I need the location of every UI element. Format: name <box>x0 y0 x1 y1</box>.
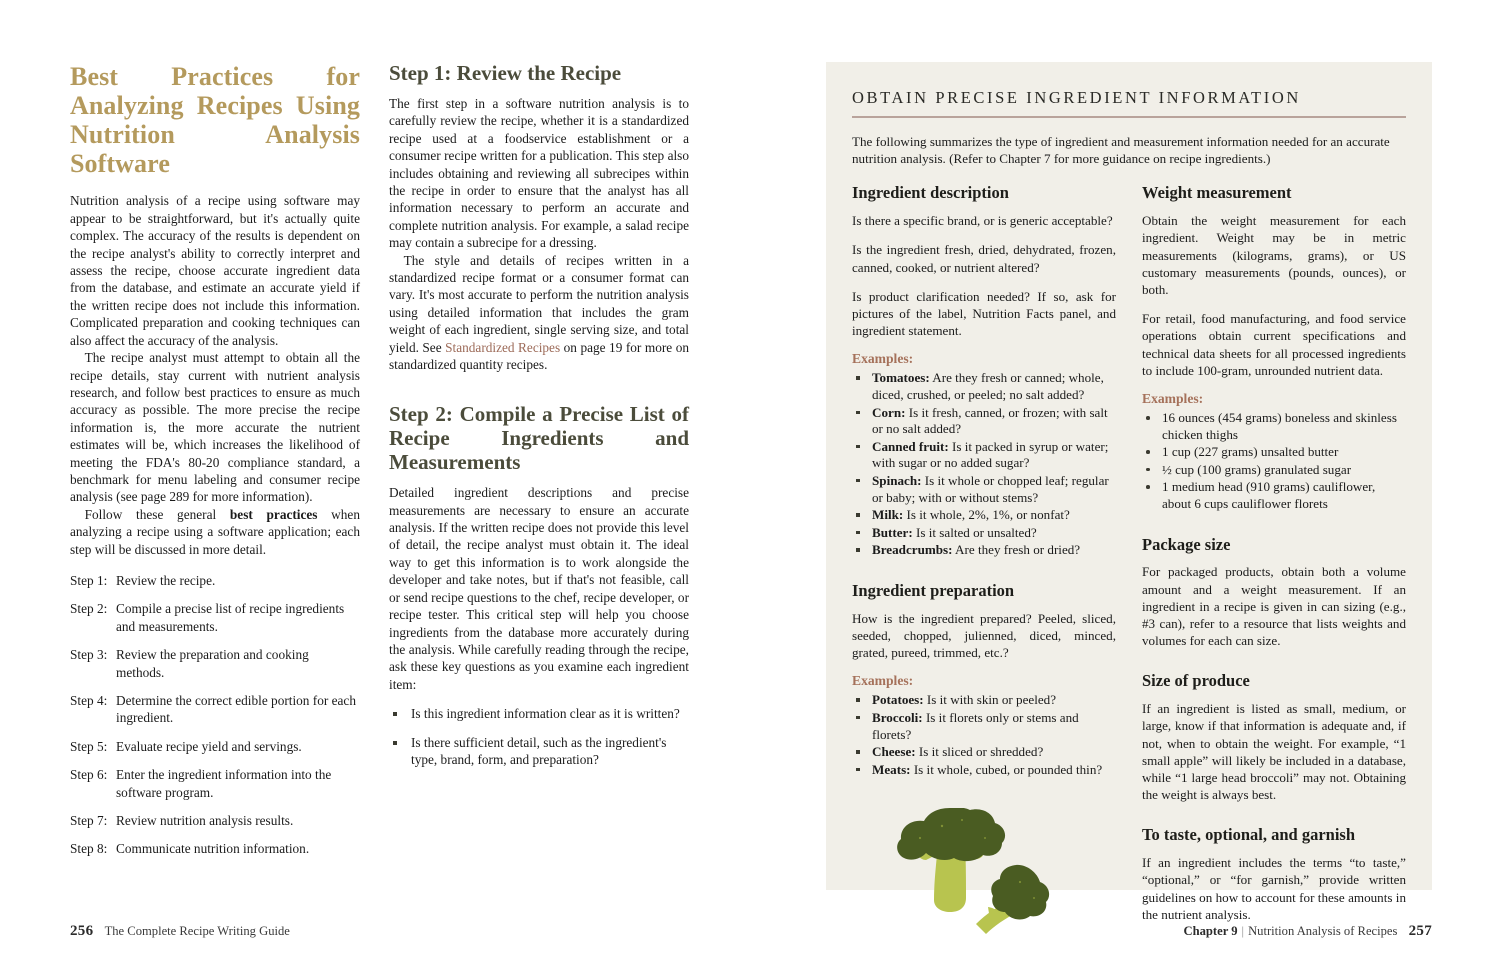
key-questions-list <box>389 705 689 768</box>
ingredient-description-heading: Ingredient description <box>852 183 1009 203</box>
list-item <box>852 473 1116 506</box>
step-1-p2-before: The style and details of recipes written in a standardized recipe format or a consumer format can vary. It's most accurate to perform the nutrition analysis using detailed information that includes the gram weight of each ingredient, single serving size, and total yield. See <box>389 252 689 355</box>
right-running-head: Nutrition Analysis of Recipes <box>1248 924 1398 938</box>
lead-in-suffix: when analyzing a recipe using a software application; each step will be discussed in more detail. <box>70 506 360 557</box>
right-page-footer <box>1184 923 1432 940</box>
list-item <box>852 692 1116 709</box>
step-key: Step 5: <box>70 738 108 754</box>
example-detail: Is it whole, cubed, or pounded thin? <box>910 761 1103 777</box>
example-detail: Is it packed in syrup or water; with sugar or no added sugar? <box>872 438 1109 471</box>
list-item <box>852 370 1116 403</box>
panel-left-column <box>852 183 1116 953</box>
panel-divider <box>852 116 1406 118</box>
lead-in-bold: best practices <box>229 506 318 522</box>
list-item <box>852 507 1116 524</box>
step-text: Review the preparation and cooking methods. <box>116 647 309 680</box>
list-item <box>70 840 360 857</box>
step-key: Step 2: <box>70 601 108 617</box>
panel-intro-text: The following summarizes the type of ingredient and measurement information needed for an accurate nutrition analysis. (Refer to Chapter 7 for more guidance on recipe ingredients.) <box>852 134 1390 167</box>
left-text-column <box>70 62 360 869</box>
to-taste-paragraphs <box>1142 854 1406 923</box>
list-item: Is this ingredient information clear as it is written? <box>389 705 689 722</box>
package-size-heading: Package size <box>1142 534 1231 554</box>
list-item <box>852 525 1116 542</box>
panel-two-column-layout <box>852 183 1406 953</box>
ingredient-preparation-examples-list <box>852 692 1116 778</box>
weight-measurement-examples-list <box>1142 410 1406 513</box>
example-term: Corn: <box>872 404 906 420</box>
step-1-heading: Step 1: Review the Recipe <box>389 61 622 85</box>
left-paragraph-2: The recipe analyst must attempt to obtain all the recipe details, stay current with nutrient analysis research, and follow best practices to ensure as much accuracy as possible. The more precise the recipe information is, the more accurate the nutrient estimates will be, which increases the likelihood of meeting the FDA's 80-20 compliance standard, a benchmark for menu labeling and consumer recipe analysis (see page 289 for more information). <box>70 350 360 505</box>
size-of-produce-heading: Size of produce <box>1142 671 1250 691</box>
example-term: Butter: <box>872 524 913 540</box>
right-chapter-label: Chapter 9 <box>1183 924 1238 938</box>
footer-separator: | <box>1241 924 1245 938</box>
example-term: Potatoes: <box>872 692 924 708</box>
list-item <box>70 646 360 681</box>
list-item <box>852 744 1116 761</box>
list-item: 16 ounces (454 grams) boneless and skinless chicken thighs <box>1142 410 1406 443</box>
step-2-paragraph-1: Detailed ingredient descriptions and precise measurements are necessary to ensure an accurate analysis. If the written recipe does not provide this level of detail, the recipe analyst must obtain it. The ideal way to get this information is to work alongside the developer and take notes, but if that's not feasible, call or send recipe questions to the chef, recipe developer, or recipe tester. This critical step will help you choose ingredients from the database more accurately during the analysis. While carefully reading through the recipe, ask these key questions as you examine each ingredient item: <box>389 485 689 692</box>
step-key: Step 7: <box>70 813 108 829</box>
ingredient-preparation-heading: Ingredient preparation <box>852 580 1015 600</box>
example-detail: Is it whole, 2%, 1%, or nonfat? <box>903 507 1070 523</box>
list-item: 1 medium head (910 grams) cauliflower, about 6 cups cauliflower florets <box>1142 479 1406 512</box>
list-item: Is there sufficient detail, such as the ingredient's type, brand, form, and preparation? <box>389 734 689 769</box>
broccoli-illustration <box>890 808 1080 948</box>
list-item <box>70 600 360 635</box>
left-lead-in-paragraph <box>70 506 360 558</box>
to-taste-optional-garnish-heading: To taste, optional, and garnish <box>1142 825 1356 845</box>
lead-in-prefix: Follow these general <box>84 506 230 522</box>
page-title: Best Practices for Analyzing Recipes Using Nutrition Analysis Software <box>70 62 360 179</box>
list-item: ½ cup (100 grams) granulated sugar <box>1142 462 1406 479</box>
list-item <box>70 766 360 801</box>
example-term: Broccoli: <box>872 709 923 725</box>
step-text: Compile a precise list of recipe ingredients and measurements. <box>116 601 345 634</box>
size-of-produce-paragraphs <box>1142 700 1406 803</box>
list-item: 1 cup (227 grams) unsalted butter <box>1142 444 1406 461</box>
weight-measurement-examples-label: Examples: <box>1142 391 1204 407</box>
example-term: Tomatoes: <box>872 370 930 386</box>
weight-measurement-heading: Weight measurement <box>1142 183 1292 203</box>
list-item <box>852 710 1116 743</box>
step-key: Step 4: <box>70 693 108 708</box>
list-item <box>70 812 360 829</box>
example-term: Spinach: <box>872 472 922 488</box>
list-item <box>70 572 360 589</box>
step-key: Step 8: <box>70 841 108 857</box>
right-page-number: 257 <box>1408 923 1432 939</box>
paragraph: Is the ingredient fresh, dried, dehydrated, frozen, canned, cooked, or nutrient altered? <box>852 242 1116 275</box>
step-text: Communicate nutrition information. <box>116 841 310 857</box>
example-detail: Is it fresh, canned, or frozen; with salt or no salt added? <box>872 404 1108 437</box>
paragraph: How is the ingredient prepared? Peeled, sliced, seeded, chopped, julienned, diced, minced, grated, pureed, trimmed, etc.? <box>852 610 1116 661</box>
left-page-footer <box>70 923 290 940</box>
middle-text-column <box>389 62 689 779</box>
paragraph: For packaged products, obtain both a volume amount and a weight measurement. If an ingredient in a recipe is given in can sizing (e.g., #3 can), refer to a resource that lists weights and volumes for each can size. <box>1142 564 1406 649</box>
package-size-paragraphs <box>1142 563 1406 649</box>
step-text: Review nutrition analysis results. <box>116 813 294 829</box>
list-item <box>852 542 1116 559</box>
example-detail: Is it whole or chopped leaf; regular or baby; with or without stems? <box>872 472 1109 505</box>
step-key: Step 6: <box>70 767 108 783</box>
step-text: Enter the ingredient information into the software program. <box>116 767 332 800</box>
list-item <box>852 439 1116 472</box>
list-item <box>852 762 1116 779</box>
left-paragraph-1: Nutrition analysis of a recipe using software may appear to be straightforward, but it's actually quite complex. The accuracy of the results is dependent on the recipe analyst's ability to correctly interpret and assess the recipe, choose accurate ingredient data from the database, and estimate an accurate yield if the written recipe does not include this information. Complicated preparation and cooking techniques can also affect the accuracy of the analysis. <box>70 193 360 348</box>
example-detail: Is it sliced or shredded? <box>915 744 1044 760</box>
ingredient-preparation-paragraphs <box>852 610 1116 662</box>
obtain-precise-ingredient-information-panel <box>826 62 1432 922</box>
step-1-p2-after: on page 19 for more on standardized quantity recipes. <box>389 339 689 373</box>
step-key: Step 1: <box>70 572 108 588</box>
example-detail: Is it salted or unsalted? <box>912 524 1037 540</box>
step-2-heading: Step 2: Compile a Precise List of Recipe Ingredients and Measurements <box>389 402 689 475</box>
left-page-number: 256 <box>70 923 94 939</box>
paragraph: If an ingredient is listed as small, medium, or large, know if that information is adequate and, if not, when to obtain the weight. For example, “1 small apple” will likely be included in a database, while “1 large head broccoli” may not. Obtaining the weight is always best. <box>1142 701 1406 803</box>
step-1-paragraph-1: The first step in a software nutrition analysis is to carefully review the recipe, whether it is a standardized recipe used at a foodservice establishment or a consumer recipe written for a publication. This step also includes obtaining and reviewing all subrecipes within the recipe in order to ensure that the analyst has all information necessary to perform an accurate and complete nutrition analysis. For example, a salad recipe may contain a subrecipe for a dressing. <box>389 95 689 251</box>
panel-title: OBTAIN PRECISE INGREDIENT INFORMATION <box>852 88 1301 107</box>
example-term: Breadcrumbs: <box>872 542 953 558</box>
list-item <box>70 692 360 727</box>
example-term: Milk: <box>872 507 904 523</box>
cross-reference-link[interactable]: Standardized Recipes <box>445 339 561 355</box>
paragraph: Obtain the weight measurement for each ingredient. Weight may be in metric measurements (kilograms, grams), or US customary measurements (pounds, ounces), or both. <box>1142 213 1406 298</box>
step-text: Determine the correct edible portion for each ingredient. <box>116 693 356 726</box>
example-detail: Are they fresh or canned; whole, diced, crushed, or peeled; no salt added? <box>872 370 1104 403</box>
ingredient-description-paragraphs <box>852 212 1116 339</box>
example-term: Canned fruit: <box>872 438 949 454</box>
left-running-head: The Complete Recipe Writing Guide <box>104 924 290 938</box>
ingredient-preparation-examples-label: Examples: <box>852 673 914 689</box>
panel-right-column <box>1142 183 1406 953</box>
example-detail: Are they fresh or dried? <box>952 542 1081 558</box>
paragraph: Is product clarification needed? If so, ask for pictures of the label, Nutrition Facts panel, and ingredient statement. <box>852 288 1116 339</box>
paragraph: Is there a specific brand, or is generic acceptable? <box>852 213 1113 229</box>
example-term: Cheese: <box>872 744 916 760</box>
example-detail: Is it with skin or peeled? <box>923 692 1057 708</box>
step-1-paragraph-2 <box>389 252 689 374</box>
list-item <box>852 405 1116 438</box>
step-text: Review the recipe. <box>116 572 216 588</box>
step-text: Evaluate recipe yield and servings. <box>116 738 302 754</box>
list-item <box>70 738 360 755</box>
ingredient-description-examples-list <box>852 370 1116 559</box>
paragraph: If an ingredient includes the terms “to taste,” “optional,” or “for garnish,” provide written guidelines on how to account for these amounts in the nutrient analysis. <box>1142 855 1406 922</box>
step-key: Step 3: <box>70 647 108 663</box>
ingredient-description-examples-label: Examples: <box>852 351 914 367</box>
example-term: Meats: <box>872 761 911 777</box>
weight-measurement-paragraphs <box>1142 212 1406 379</box>
example-detail: Is it florets only or stems and florets? <box>872 709 1079 742</box>
best-practices-step-list <box>70 572 360 858</box>
paragraph: For retail, food manufacturing, and food service operations obtain current specifications and technical data sheets for all processed ingredients to include 100-gram, unrounded nutrient data. <box>1142 311 1406 378</box>
